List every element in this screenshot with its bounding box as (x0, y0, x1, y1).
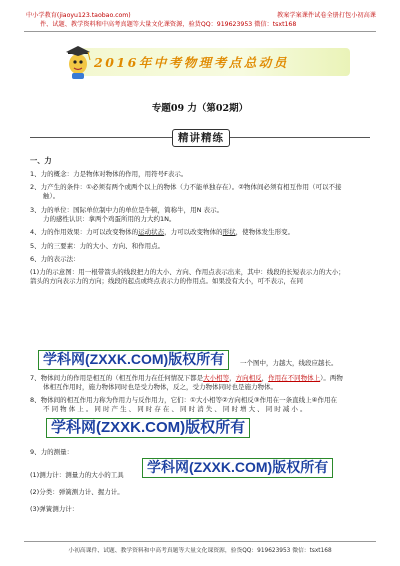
para-9-2: (2)分类：弹簧测力计、握力计。 (30, 488, 124, 496)
para-7-line-1 (30, 374, 374, 383)
footer: 小初高课件、试题、教学资料和中高考真题等大量文化课资源，验货QQ：919623953 微信：tsxt168 (68, 548, 332, 554)
para-7-underline-2: 方向相反 (235, 374, 262, 382)
watermark-1: 学科网(ZXXK.COM)版权所有 (38, 350, 229, 370)
para-7-sep-1: ， (229, 374, 236, 382)
para-4-post: ，使物体发生形变。 (235, 228, 295, 237)
section-title: 精讲精练 (172, 129, 230, 147)
banner (60, 42, 360, 82)
para-9-3: (3)弹簧测力计： (30, 505, 79, 513)
content (30, 156, 374, 291)
para-2-line-1: 2、力产生的条件：①必须有两个或两个以上的物体（力不能单独存在）。②物体间必须有相互作用（可以不接 (30, 183, 342, 192)
para-3-line-1: 3、力的单位：国际单位制中力的单位是牛顿，简称牛，用N 表示。 (30, 205, 224, 214)
banner-title: 2016年中考物理考点总动员 (94, 55, 289, 70)
watermark-2: 学科网(ZXXK.COM)版权所有 (46, 418, 250, 438)
para-6-line-1: (1)力的示意图：用一根带箭头的线段把力的大小、方向、作用点表示出来，其中：线段的长短表示力的大小； (30, 268, 345, 277)
para-9: 9、力的测量： (30, 448, 74, 456)
para-7-underline-1: 大小相等 (203, 374, 230, 382)
para-9-1: (1)测力计：测量力的大小的工具 (30, 471, 124, 479)
para-7-sep-2: ， (261, 374, 269, 382)
para-3 (30, 206, 374, 224)
para-4 (30, 228, 374, 237)
header-right: 教案学案课件试卷全册打包小初高课 (277, 12, 376, 19)
footer-rule (24, 541, 376, 542)
para-4-pre: 4、力的作用效果：力可以改变物体的 (30, 228, 139, 237)
para-7 (30, 374, 374, 392)
para-6-line-2: 箭头的方向表示力的方向；线段的起点或终点表示力的作用点。如果没有大小，可不表示，在同 (30, 277, 303, 286)
para-8-line-1: 8、物体间的相互作用力称为作用力与反作用力，它们：①大小相等②方向相反③作用在一条直线上④作用在 (30, 396, 337, 405)
para-4-mid: ，力可以改变物体的 (164, 228, 223, 237)
para-7-underline-3: 作用在不同物体上 (268, 374, 321, 382)
header-left: 中小学教育(jiaoyu123.taobao.com) (26, 12, 131, 19)
para-7-pre: 7、物体间力的作用是相互的（相互作用力在任何情况下都是 (30, 374, 204, 382)
para-1: 1、力的概念：力是物体对物体的作用，用符号F表示。 (30, 170, 188, 178)
topic-title: 专题09 力（第02期） (151, 103, 249, 114)
watermark-3: 学科网(ZXXK.COM)版权所有 (142, 458, 333, 478)
para-4-underline-2: 形状 (222, 228, 236, 237)
heading-force: 一、力 (30, 156, 52, 165)
mascot-icon (60, 42, 96, 82)
para-5: 5、力的三要素：力的大小、方向、和作用点。 (30, 241, 165, 250)
para-4-underline-1: 运动状态 (138, 228, 165, 237)
para-7-post: ）。两物 (320, 374, 343, 382)
para-6: 6、力的表示法： (30, 254, 80, 263)
para-6-tail: 一个图中，力越大，线段应越长。 (240, 359, 338, 367)
section-bar (30, 128, 370, 148)
header-rule (24, 31, 376, 32)
para-3-line-2: 力的感性认识：拿两个鸡蛋所用的力大约1N。 (43, 214, 176, 223)
content-lower (30, 374, 374, 419)
para-7-line-2: 体相互作用时，施力物体同时也是受力物体，反之，受力物体同时也是施力物体。 (43, 383, 277, 391)
para-8-line-2: 不 同 物 体 上 。 同 时 产 生 、 同 时 存 在 、 同 时 消 失 、 同 时 增 大 、 同 时 减 小 。 (43, 405, 307, 414)
para-8 (30, 396, 374, 414)
para-6-detail (30, 268, 374, 286)
para-2-line-2: 触）。 (43, 192, 60, 201)
para-2 (30, 183, 374, 201)
header-line2: 件、试题、教学资料和中高考真题等大量文化课资源，验货QQ：919623953 微信：tsxt168 (40, 21, 297, 28)
